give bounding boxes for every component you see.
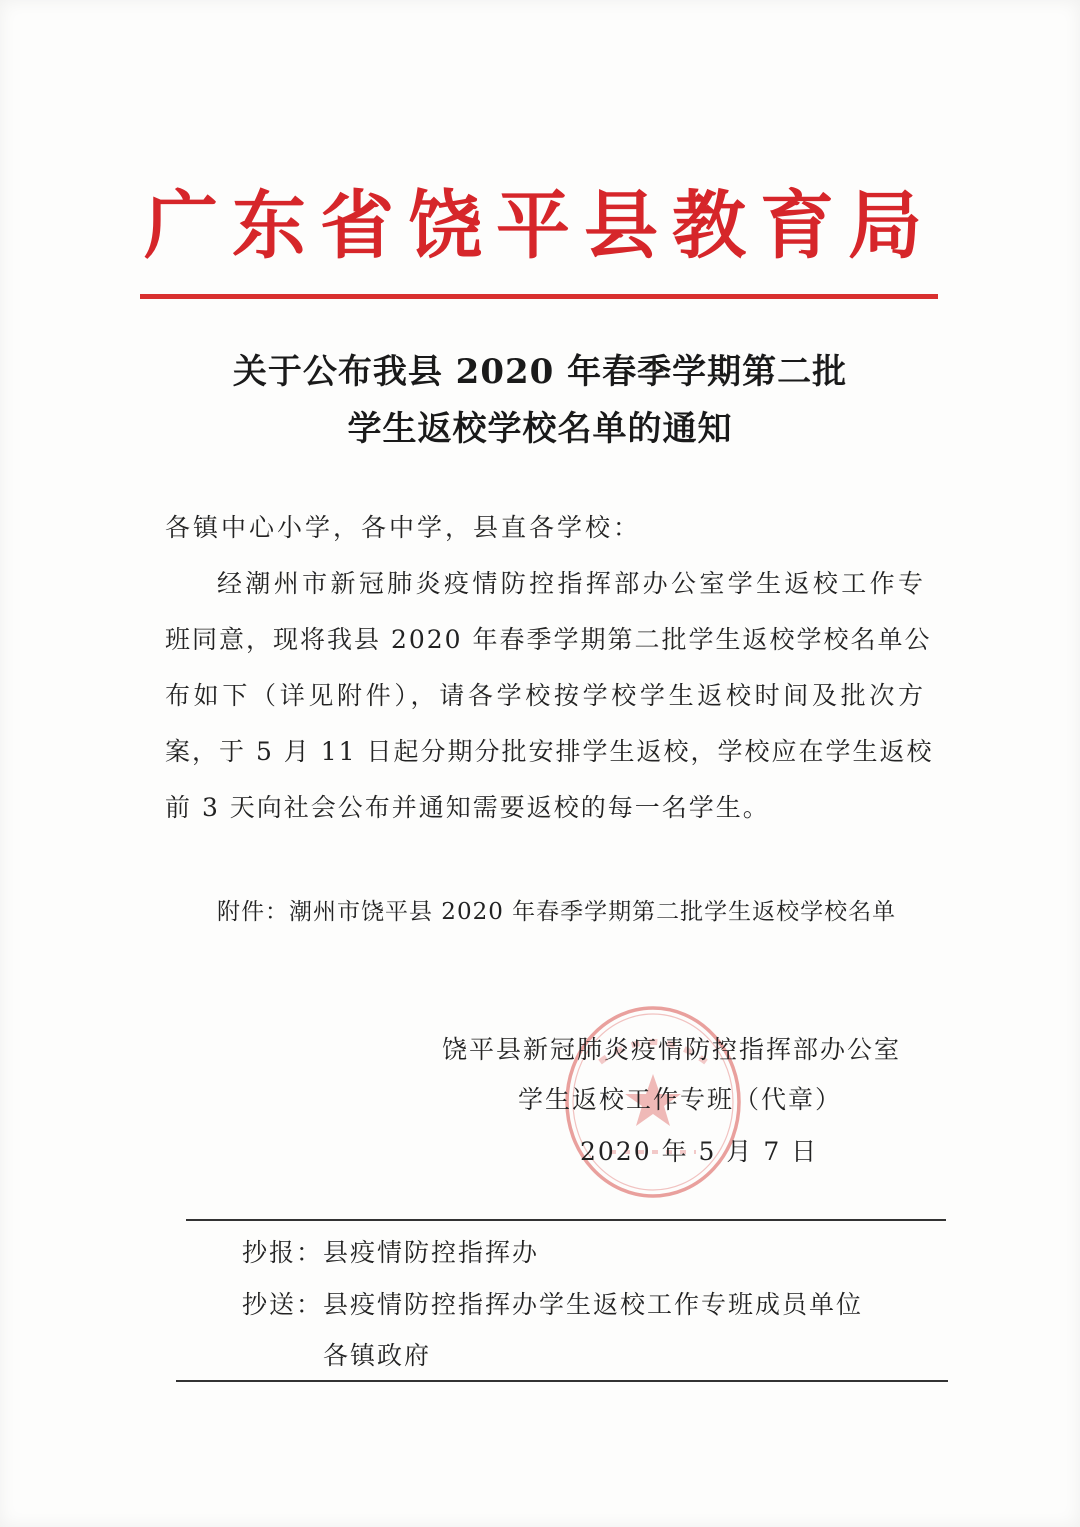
organization-header: 广东省饶平县教育局 bbox=[144, 183, 936, 269]
paragraph-line: 布如下（详见附件），请各学校按学校学生返校时间及批次方 bbox=[165, 681, 925, 710]
document-title-line-1: 关于公布我县 2020 年春季学期第二批 bbox=[232, 352, 848, 392]
salutation: 各镇中心小学，各中学，县直各学校： bbox=[165, 513, 642, 542]
send-label: 抄送： bbox=[242, 1290, 324, 1319]
paragraph-line: 前 3 天向社会公布并通知需要返校的每一名学生。 bbox=[165, 793, 770, 822]
document-title-line-2: 学生返校学校名单的通知 bbox=[347, 409, 733, 449]
distribution-top-rule bbox=[186, 1219, 946, 1221]
issue-date: 2020 年 5 月 7 日 bbox=[580, 1137, 819, 1166]
paragraph-line: 案，于 5 月 11 日起分期分批安排学生返校，学校应在学生返校 bbox=[165, 737, 934, 766]
paragraph-line: 经潮州市新冠肺炎疫情防控指挥部办公室学生返校工作专 bbox=[217, 569, 925, 598]
send-to-line-2: 各镇政府 bbox=[323, 1341, 432, 1370]
report-to-value: 县疫情防控指挥办 bbox=[323, 1238, 540, 1267]
send-to-line bbox=[242, 1279, 863, 1331]
paragraph-line: 班同意，现将我县 2020 年春季学期第二批学生返校学校名单公 bbox=[165, 625, 932, 654]
attachment-note: 附件：潮州市饶平县 2020 年春季学期第二批学生返校学校名单 bbox=[217, 899, 897, 925]
distribution-bottom-rule bbox=[176, 1380, 948, 1382]
body-paragraph bbox=[165, 556, 934, 836]
report-label: 抄报： bbox=[242, 1238, 324, 1267]
issuer-line-1: 饶平县新冠肺炎疫情防控指挥部办公室 bbox=[442, 1035, 902, 1064]
send-to-value: 县疫情防控指挥办学生返校工作专班成员单位 bbox=[323, 1290, 864, 1319]
issuer-line-2: 学生返校工作专班（代章） bbox=[518, 1085, 843, 1114]
red-header-rule bbox=[140, 294, 938, 299]
report-to-line bbox=[242, 1227, 539, 1279]
